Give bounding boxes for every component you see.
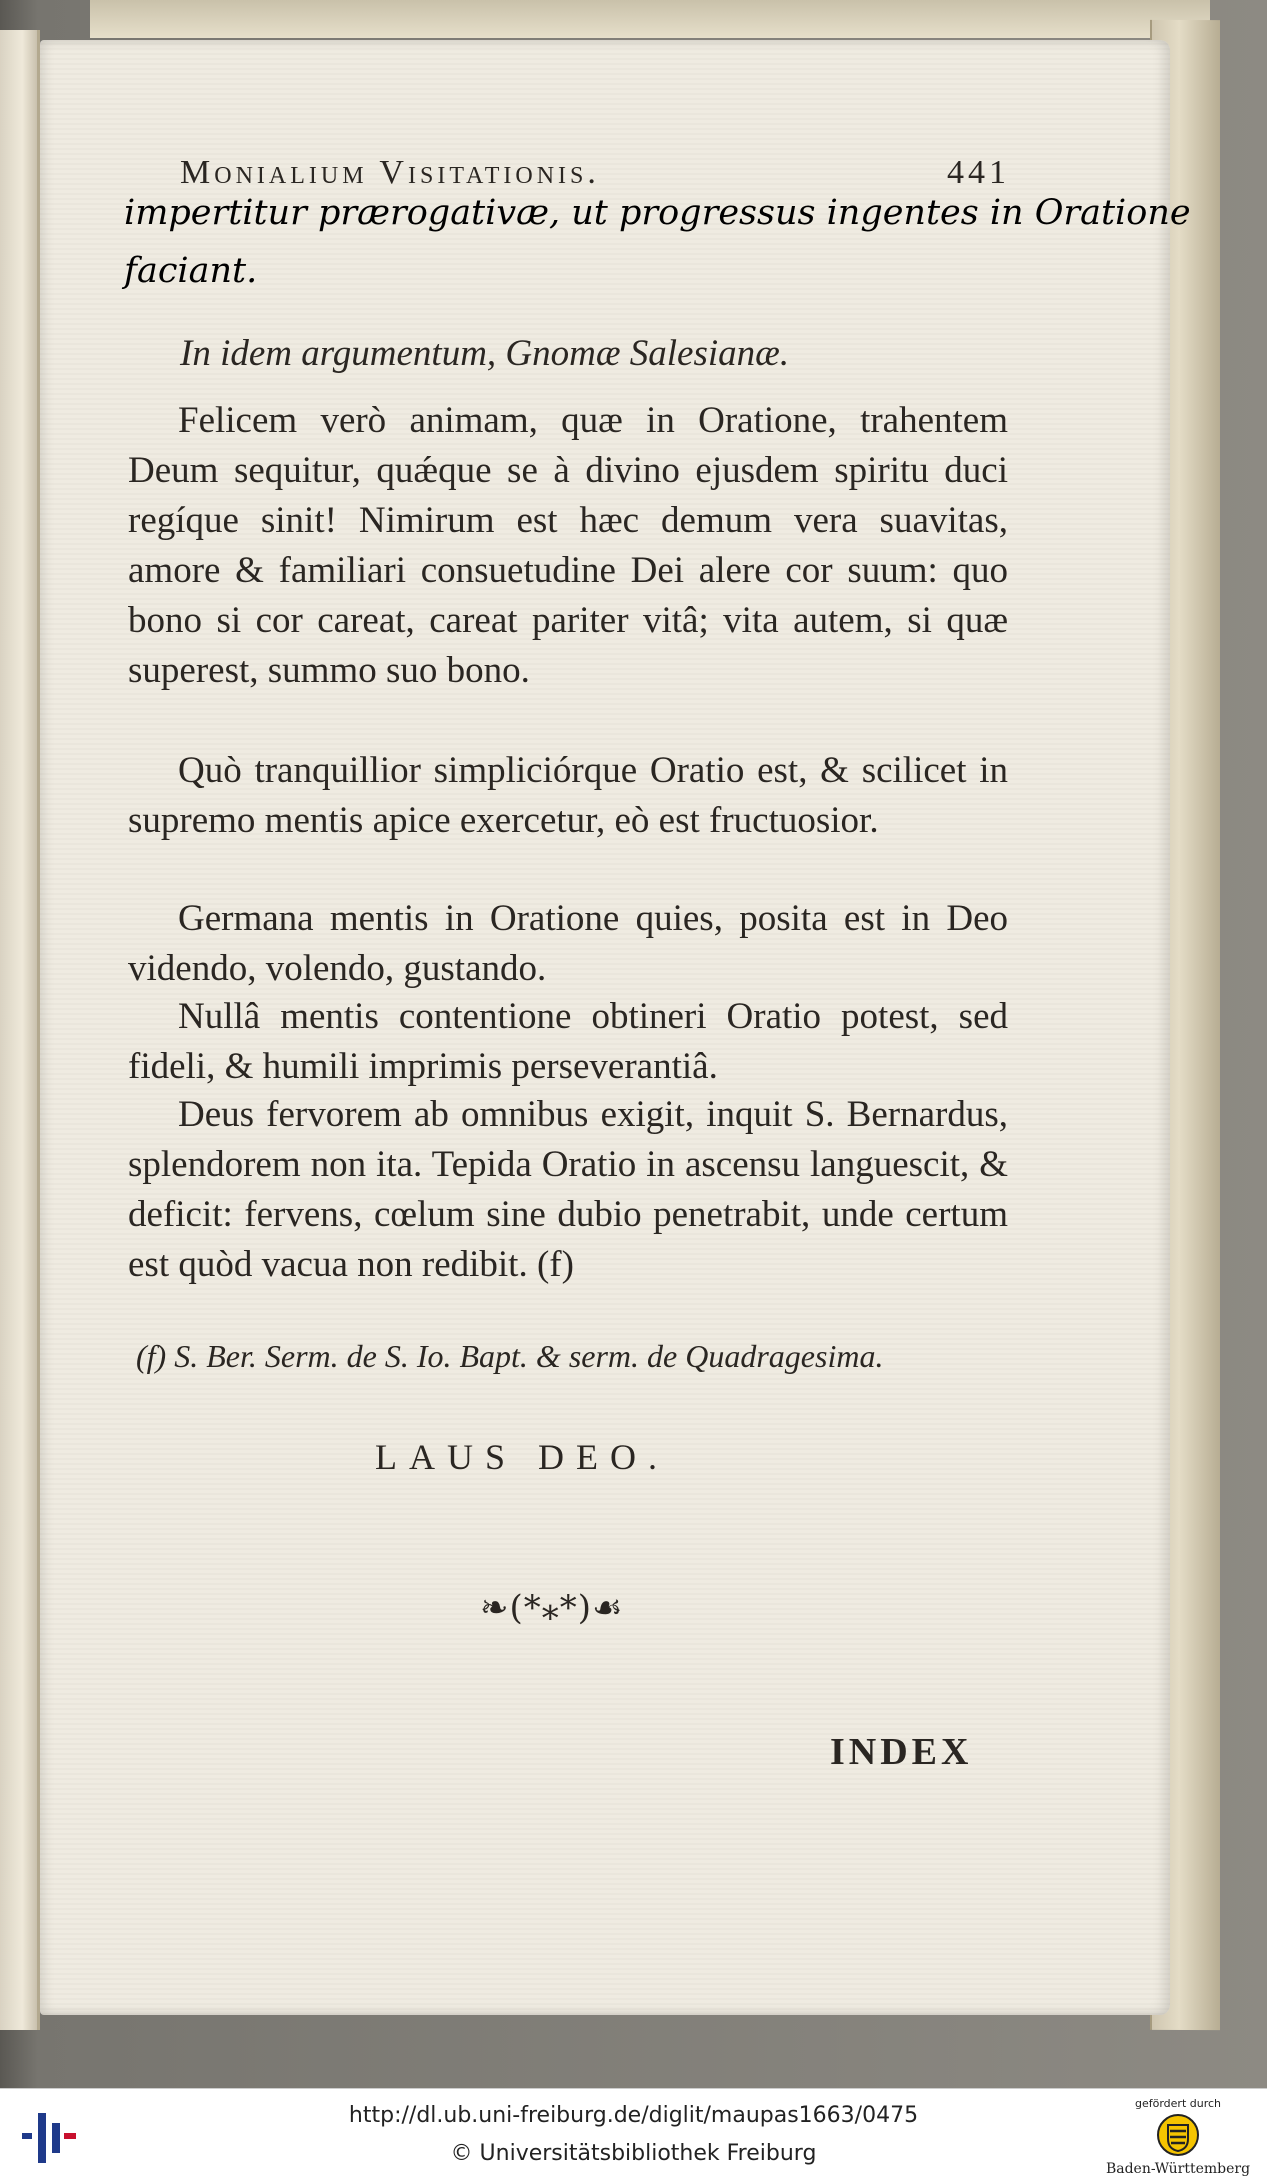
running-head-title: Monialium Visitationis. [180, 154, 600, 191]
paragraph: Germana mentis in Oratione quies, posita est in Deo videndo, volendo, gustando. [128, 898, 1008, 989]
ornament-fleuron-icon: ❧(*⁎*)☙ [480, 1588, 624, 1628]
running-head [180, 154, 1010, 192]
permalink-url[interactable]: http://dl.ub.uni-freiburg.de/diglit/maupas1663/0475 [348, 2103, 919, 2128]
paragraph: Nullâ mentis contentione obtineri Oratio potest, sed fideli, & humili imprimis perseverantiâ. [128, 996, 1008, 1087]
book-cover-top [90, 0, 1210, 38]
sponsor-name: Baden-Württemberg [1105, 2161, 1251, 2177]
paragraph: Quò tranquillior simpliciórque Oratio est, & scilicet in supremo mentis apice exercetur, eò est fructuosior. [128, 750, 1008, 841]
intro-line: faciant. [124, 251, 258, 291]
paragraph: Felicem verò animam, quæ in Oratione, trahentem Deum sequitur, quǽque se à divino ejusdem spiritu duci regíque sinit! Nimirum est hæc demum vera suavitas, amore & familiari consuetudine Dei alere cor suum: quo bono si cor careat, careat pariter vitâ; vita autem, si quæ superest, summo suo bono. [128, 400, 1008, 691]
catchword: INDEX [830, 1731, 973, 1773]
section-heading: In idem argumentum, Gnomæ Salesianæ. [180, 333, 790, 374]
sponsor-caption: gefördert durch [1134, 2097, 1222, 2110]
closing-laus-deo: LAUS DEO. [375, 1437, 669, 1477]
state-coat-of-arms-icon [1156, 2113, 1200, 2157]
sponsor-badge [1098, 2095, 1258, 2179]
copyright-notice: © Universitätsbibliothek Freiburg [450, 2141, 817, 2166]
intro-line: impertitur prærogativæ, ut progressus ingentes in Oratione [124, 193, 1191, 233]
paragraph: Deus fervorem ab omnibus exigit, inquit S. Bernardus, splendorem non ita. Tepida Oratio in ascensu languescit, & deficit: fervens, cœlum sine dubio penetrabit, unde certum est quòd vacua non redibit. (f) [128, 1094, 1008, 1285]
left-page-edge [0, 30, 40, 2030]
footnote: (f) S. Ber. Serm. de S. Io. Bapt. & serm. de Quadragesima. [136, 1338, 884, 1374]
viewer-footer [0, 2088, 1267, 2180]
page-number: 441 [947, 154, 1010, 191]
